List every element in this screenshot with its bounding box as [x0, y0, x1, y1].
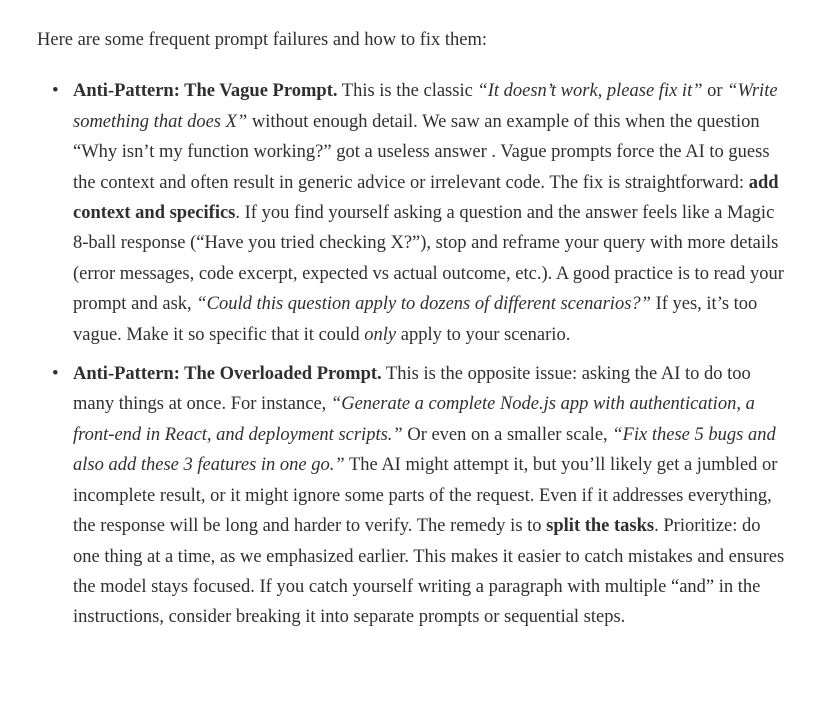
text-segment-italic: “It doesn’t work, please fix it” [477, 81, 703, 102]
text-segment-italic: “Fix these 5 bugs and also add these 3 features in one go.” [73, 424, 776, 476]
text-segment-normal: The AI might attempt it, but you’ll likely get a jumbled or incomplete result, or it might ignore some parts of the request. Even if it addresses everything, the response will be long and harder to verify. The remedy is to [73, 455, 778, 537]
text-segment-normal: . If you find yourself asking a question and the answer feels like a Magic 8-ball response (“Have you tried checking X?”), stop and reframe your query with more details (error messages, code excerpt, expected vs actual outcome, etc.). A good practice is to read your prompt and ask, [73, 203, 784, 315]
list-item-vague-prompt [72, 76, 790, 350]
text-segment-normal: Or even on a smaller scale, [402, 424, 613, 445]
intro-paragraph: Here are some frequent prompt failures and how to fix them: [37, 30, 488, 50]
text-segment-bold: Anti-Pattern: The Overloaded Prompt. [73, 364, 382, 385]
list-item-overloaded-prompt [72, 359, 790, 633]
text-segment-italic: “Generate a complete Node.js app with authentication, a front-end in React, and deployment scripts.” [73, 394, 755, 445]
text-segment-italic: “Write something that does X” [73, 81, 778, 132]
bullet-list [37, 76, 790, 632]
text-segment-normal: If yes, it’s too vague. Make it so specific that it could [73, 294, 758, 345]
text-segment-normal: . Prioritize: do one thing at a time, as we emphasized earlier. This makes it easier to catch mistakes and ensures the model stays focused. If you catch yourself writing a paragraph with multiple “and” in the instructions, consider breaking it into separate prompts or sequential steps. [73, 516, 785, 628]
text-segment-normal: This is the opposite issue: asking the AI to do too many things at once. For instance, [73, 364, 751, 415]
text-segment-normal: without enough detail. We saw an example of this when the question “Why isn’t my function working?” got a useless answer . Vague prompts force the AI to guess the context and often result in generic advice or irrelevant code. The fix is straightforward: [73, 111, 770, 193]
text-segment-normal: or [702, 81, 728, 102]
text-segment-bold: split the tasks [546, 516, 655, 537]
text-segment-bold: Anti-Pattern: The Vague Prompt. [73, 81, 338, 102]
text-segment-italic: “Could this question apply to dozens of different scenarios?” [196, 294, 651, 315]
text-segment-italic: only [364, 324, 397, 345]
text-segment-normal: apply to your scenario. [396, 324, 571, 345]
text-segment-normal: This is the classic [337, 81, 478, 102]
text-segment-bold: add context and specifics [73, 172, 779, 224]
